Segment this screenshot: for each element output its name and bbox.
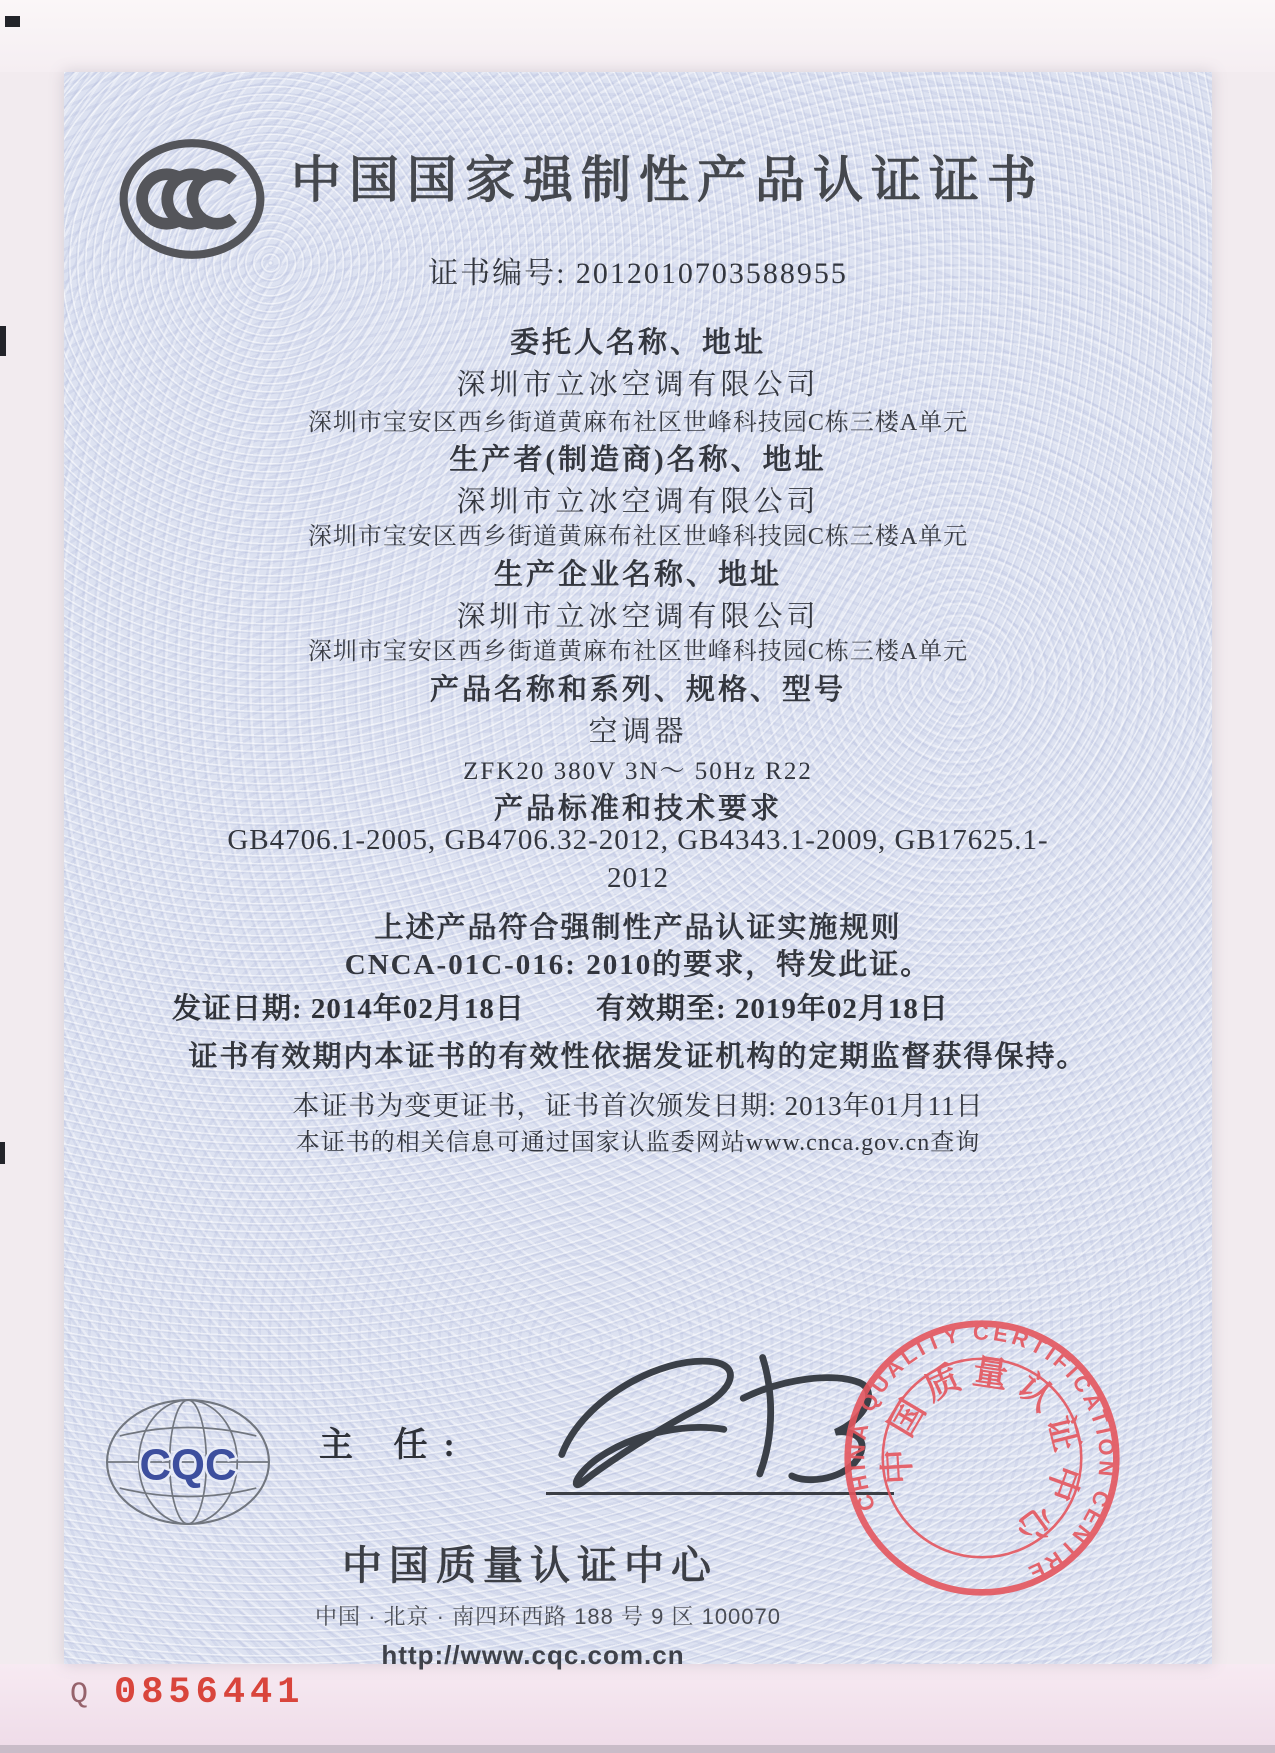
scan-top-margin <box>0 0 1275 72</box>
manufacturer-name: 深圳市立冰空调有限公司 <box>456 486 820 518</box>
validity-note: 证书有效期内本证书的有效性依据发证机构的定期监督获得保持。 <box>188 1041 1088 1073</box>
serial-digits: 0856441 <box>114 1672 305 1714</box>
certificate-paper <box>64 72 1212 1670</box>
certificate-number: 证书编号: 2012010703588955 <box>428 257 848 290</box>
standards-line1: GB4706.1-2005, GB4706.32-2012, GB4343.1-2009, GB17625.1- <box>227 824 1049 856</box>
stamp-outer-text: CHINA QUALITY CERTIFICATION CENTRE <box>844 1319 1120 1588</box>
standards-heading: 产品标准和技术要求 <box>493 793 782 825</box>
compliance-line2: CNCA-01C-016: 2010的要求，特发此证。 <box>344 949 932 981</box>
manufacturer-address: 深圳市宝安区西乡街道黄麻布社区世峰科技园C栋三楼A单元 <box>307 524 969 550</box>
issuer-address: 中国 · 北京 · 南四环西路 188 号 9 区 100070 <box>314 1604 782 1629</box>
info-note: 本证书的相关信息可通过国家认监委网站www.cnca.gov.cn查询 <box>295 1130 981 1156</box>
scan-bottom-edge <box>0 1745 1275 1753</box>
issuer-website: http://www.cqc.com.cn <box>381 1640 685 1670</box>
applicant-address: 深圳市宝安区西乡街道黄麻布社区世峰科技园C栋三楼A单元 <box>307 410 969 436</box>
issue-date: 发证日期: 2014年02月18日 <box>172 993 525 1025</box>
product-heading: 产品名称和系列、规格、型号 <box>429 674 846 706</box>
scan-artifact <box>0 326 6 356</box>
director-label: 主 任: <box>319 1427 471 1464</box>
stamp-inner-text: 中国质量认证中心 <box>876 1351 1089 1555</box>
certificate-title: 中国国家强制性产品认证证书 <box>291 152 1045 208</box>
scan-artifact <box>0 1142 5 1164</box>
scan-artifact <box>5 16 20 27</box>
expiry-date: 有效期至: 2019年02月18日 <box>596 993 949 1025</box>
factory-name: 深圳市立冰空调有限公司 <box>456 601 820 633</box>
change-note: 本证书为变更证书，证书首次颁发日期: 2013年01月11日 <box>292 1091 984 1121</box>
cqc-logo-icon <box>100 1394 276 1530</box>
manufacturer-heading: 生产者(制造商)名称、地址 <box>449 444 827 476</box>
applicant-name: 深圳市立冰空调有限公司 <box>456 369 820 401</box>
serial-prefix: Q <box>70 1678 89 1712</box>
cqc-logo-text: CQC <box>139 1440 237 1490</box>
standards-line2: 2012 <box>607 862 669 894</box>
product-name: 空调器 <box>588 716 688 748</box>
serial-number <box>70 1672 304 1714</box>
factory-address: 深圳市宝安区西乡街道黄麻布社区世峰科技园C栋三楼A单元 <box>307 639 969 665</box>
issuer-name: 中国质量认证中心 <box>342 1544 718 1588</box>
factory-heading: 生产企业名称、地址 <box>493 559 782 591</box>
compliance-line1: 上述产品符合强制性产品认证实施规则 <box>374 912 902 944</box>
product-model: ZFK20 380V 3N～ 50Hz R22 <box>463 758 813 785</box>
applicant-heading: 委托人名称、地址 <box>509 327 766 359</box>
